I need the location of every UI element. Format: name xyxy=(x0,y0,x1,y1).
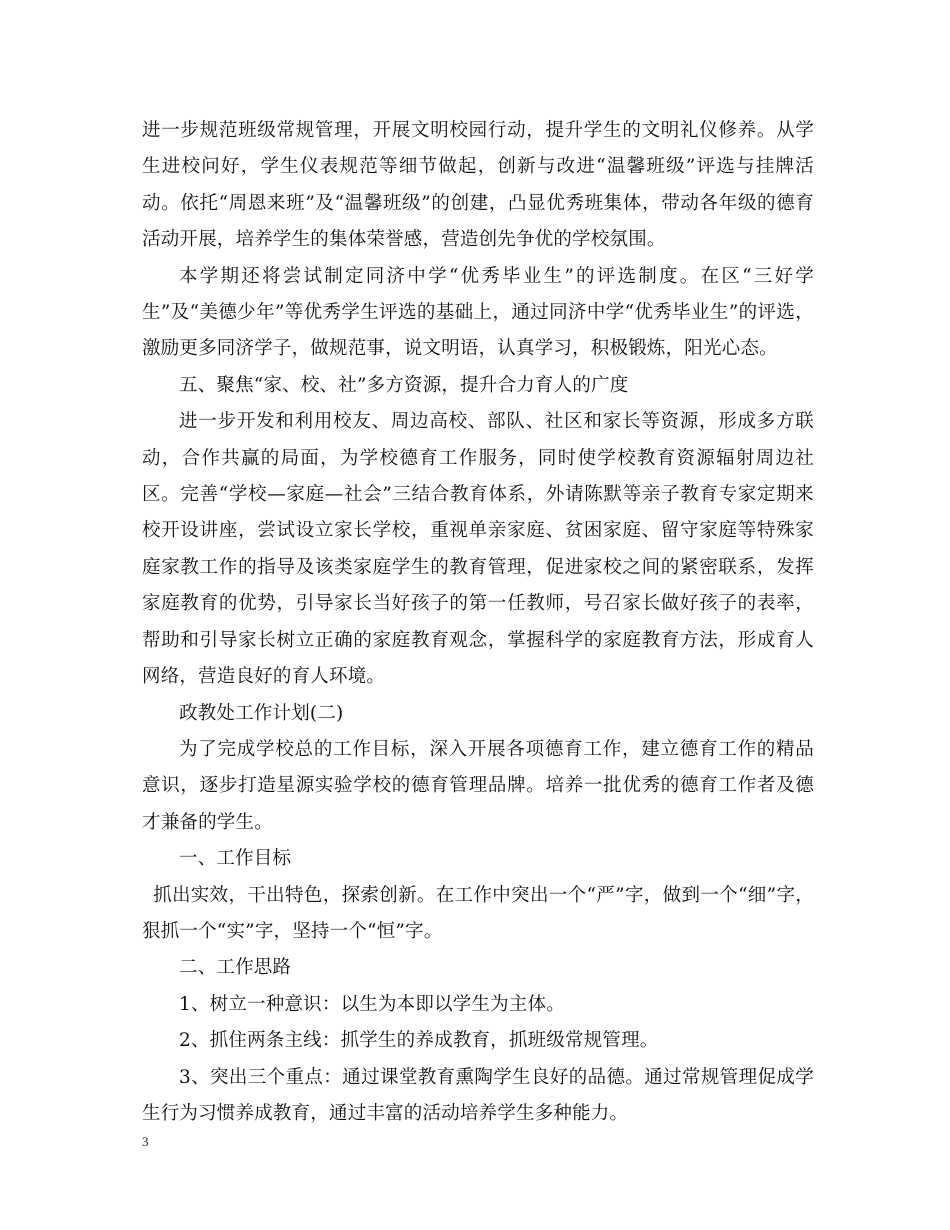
section-heading-goals: 一、工作目标 xyxy=(179,848,292,870)
page-number: 3 xyxy=(142,1134,149,1149)
paragraph-outstanding-graduate: 本学期还将尝试制定同济中学“优秀毕业生”的评选制度。在区“三好学生”及“美德少年”等优秀学生评选的基础上，通过同济中学“优秀毕业生”的评选，激励更多同济学子，做规范事，说文明语，认真学习，积极锻炼，阳光心态。 xyxy=(142,265,814,360)
list-item-one: 1、树立一种意识：以生为本即以学生为主体。 xyxy=(179,993,565,1015)
section-heading-ideas: 二、工作思路 xyxy=(179,957,292,979)
section-heading-five: 五、聚焦“家、校、社”多方资源，提升合力育人的广度 xyxy=(179,374,629,396)
list-item-two: 2、抓住两条主线：抓学生的养成教育，抓班级常规管理。 xyxy=(179,1030,659,1052)
paragraph-plan-intro: 为了完成学校总的工作目标，深入开展各项德育工作，建立德育工作的精品意识，逐步打造星源实验学校的德育管理品牌。培养一批优秀的德育工作者及德才兼备的学生。 xyxy=(142,738,814,833)
paragraph-class-management: 进一步规范班级常规管理，开展文明校园行动，提升学生的文明礼仪修养。从学生进校问好，学生仪表规范等细节做起，创新与改进“温馨班级”评选与挂牌活动。依托“周恩来班”及“温馨班级”的创建，凸显优秀班集体，带动各年级的德育活动开展，培养学生的集体荣誉感，营造创先争优的学校氛围。 xyxy=(142,120,814,251)
plan-title-two: 政教处工作计划(二) xyxy=(179,702,344,724)
paragraph-resources: 进一步开发和利用校友、周边高校、部队、社区和家长等资源，形成多方联动，合作共赢的局面，为学校德育工作服务，同时使学校教育资源辐射周边社区。完善“学校—家庭—社会”三结合教育体系，外请陈默等亲子教育专家定期来校开设讲座，尝试设立家长学校，重视单亲家庭、贫困家庭、留守家庭等特殊家庭家教工作的指导及该类家庭学生的教育管理，促进家校之间的紧密联系，发挥家庭教育的优势，引导家长当好孩子的第一任教师，号召家长做好孩子的表率，帮助和引导家长树立正确的家庭教育观念，掌握科学的家庭教育方法，形成育人网络，营造良好的育人环境。 xyxy=(142,411,814,688)
paragraph-goals: 抓出实效，干出特色，探索创新。在工作中突出一个“严”字，做到一个“细”字，狠抓一个“实”字，坚持一个“恒”字。 xyxy=(142,884,814,942)
list-item-three: 3、突出三个重点：通过课堂教育熏陶学生良好的品德。通过常规管理促成学生行为习惯养成教育，通过丰富的活动培养学生多种能力。 xyxy=(142,1066,814,1124)
document-body xyxy=(142,113,814,1132)
